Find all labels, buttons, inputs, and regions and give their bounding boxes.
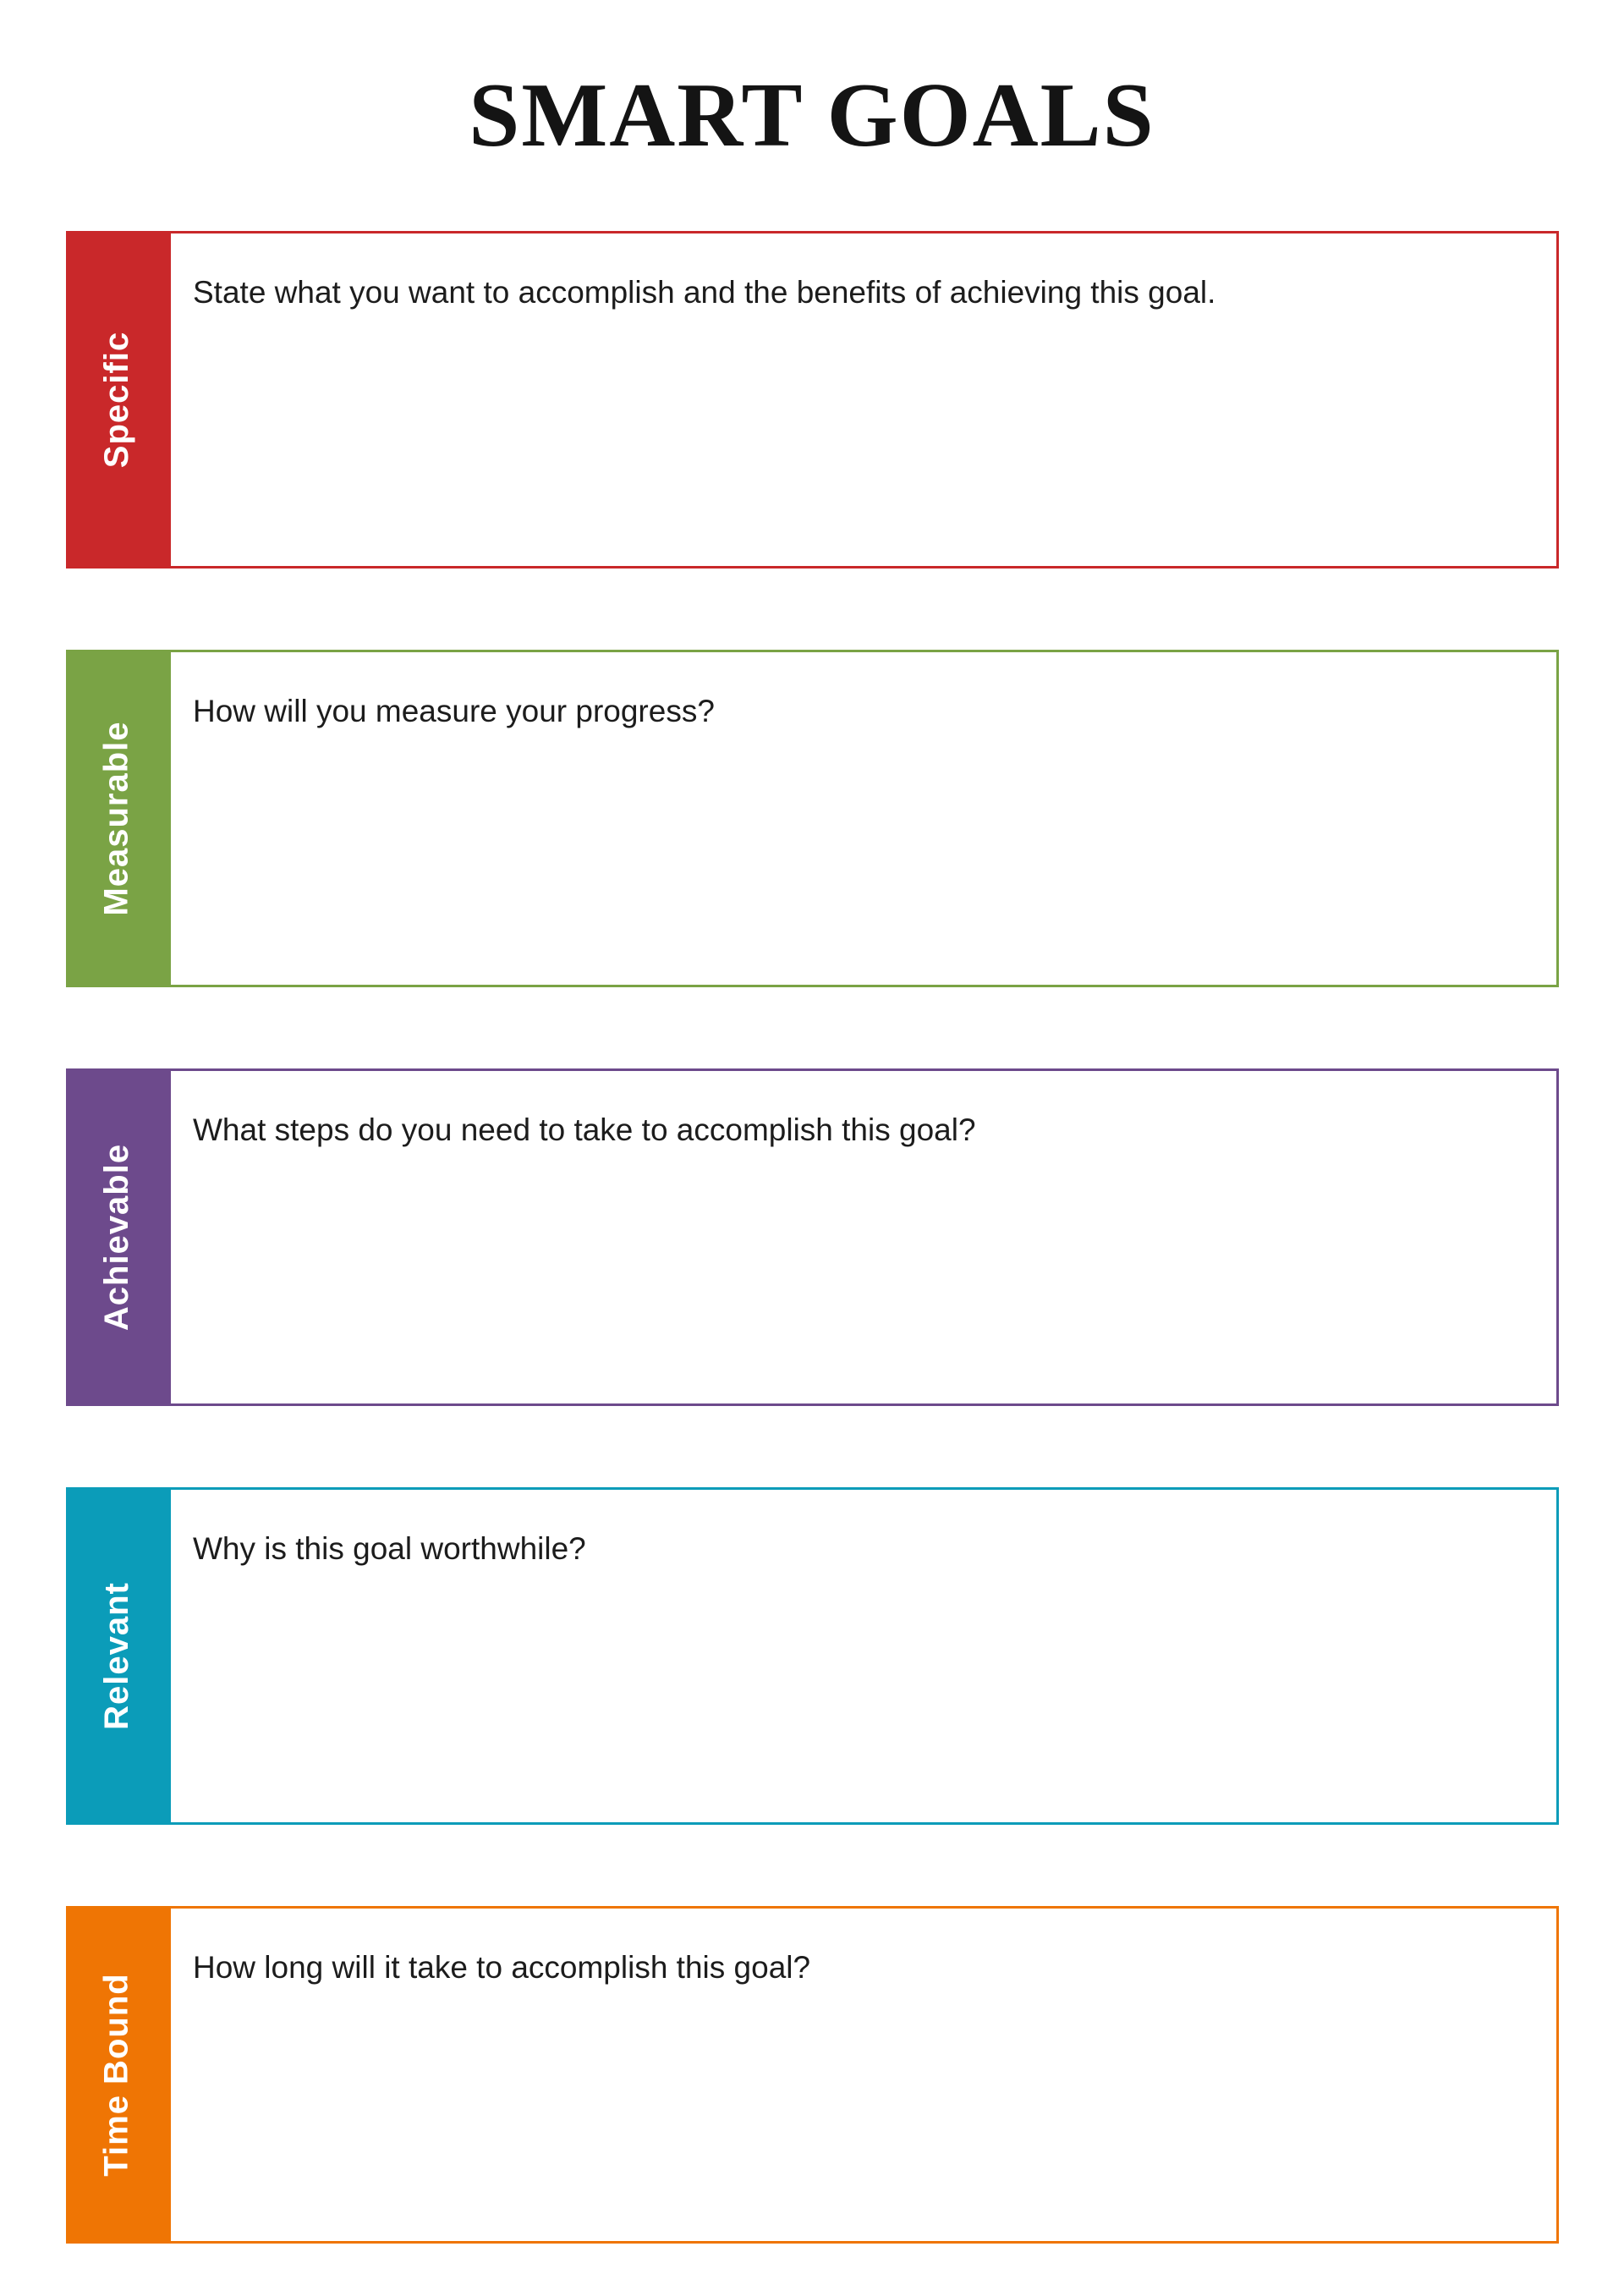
section-relevant (66, 1487, 1559, 1825)
section-achievable-tab (66, 1068, 168, 1406)
section-specific-label: Specific (98, 331, 135, 469)
section-measurable-label: Measurable (98, 721, 136, 916)
section-time-bound-answer-box[interactable] (168, 1906, 1559, 2244)
section-time-bound-tab (66, 1906, 168, 2244)
section-achievable-answer-box[interactable] (168, 1068, 1559, 1406)
section-relevant-tab (66, 1487, 168, 1825)
section-measurable-tab (66, 650, 168, 987)
section-achievable (66, 1068, 1559, 1406)
section-measurable-question: How will you measure your progress? (193, 694, 715, 728)
section-measurable (66, 650, 1559, 987)
header (0, 0, 1624, 231)
section-achievable-question: What steps do you need to take to accomplish this goal? (193, 1112, 976, 1147)
section-time-bound-question: How long will it take to accomplish this goal? (193, 1950, 811, 1985)
section-relevant-question: Why is this goal worthwhile? (193, 1531, 586, 1566)
section-time-bound (66, 1906, 1559, 2244)
section-specific (66, 231, 1559, 569)
section-relevant-answer-box[interactable] (168, 1487, 1559, 1825)
section-measurable-answer-box[interactable] (168, 650, 1559, 987)
section-relevant-label: Relevant (98, 1582, 135, 1730)
section-specific-answer-box[interactable] (168, 231, 1559, 569)
section-specific-tab (66, 231, 168, 569)
section-achievable-label: Achievable (98, 1143, 135, 1332)
section-time-bound-label: Time Bound (98, 1973, 135, 2177)
page-title: SMART GOALS (469, 64, 1155, 166)
section-specific-question: State what you want to accomplish and the benefits of achieving this goal. (193, 275, 1216, 310)
